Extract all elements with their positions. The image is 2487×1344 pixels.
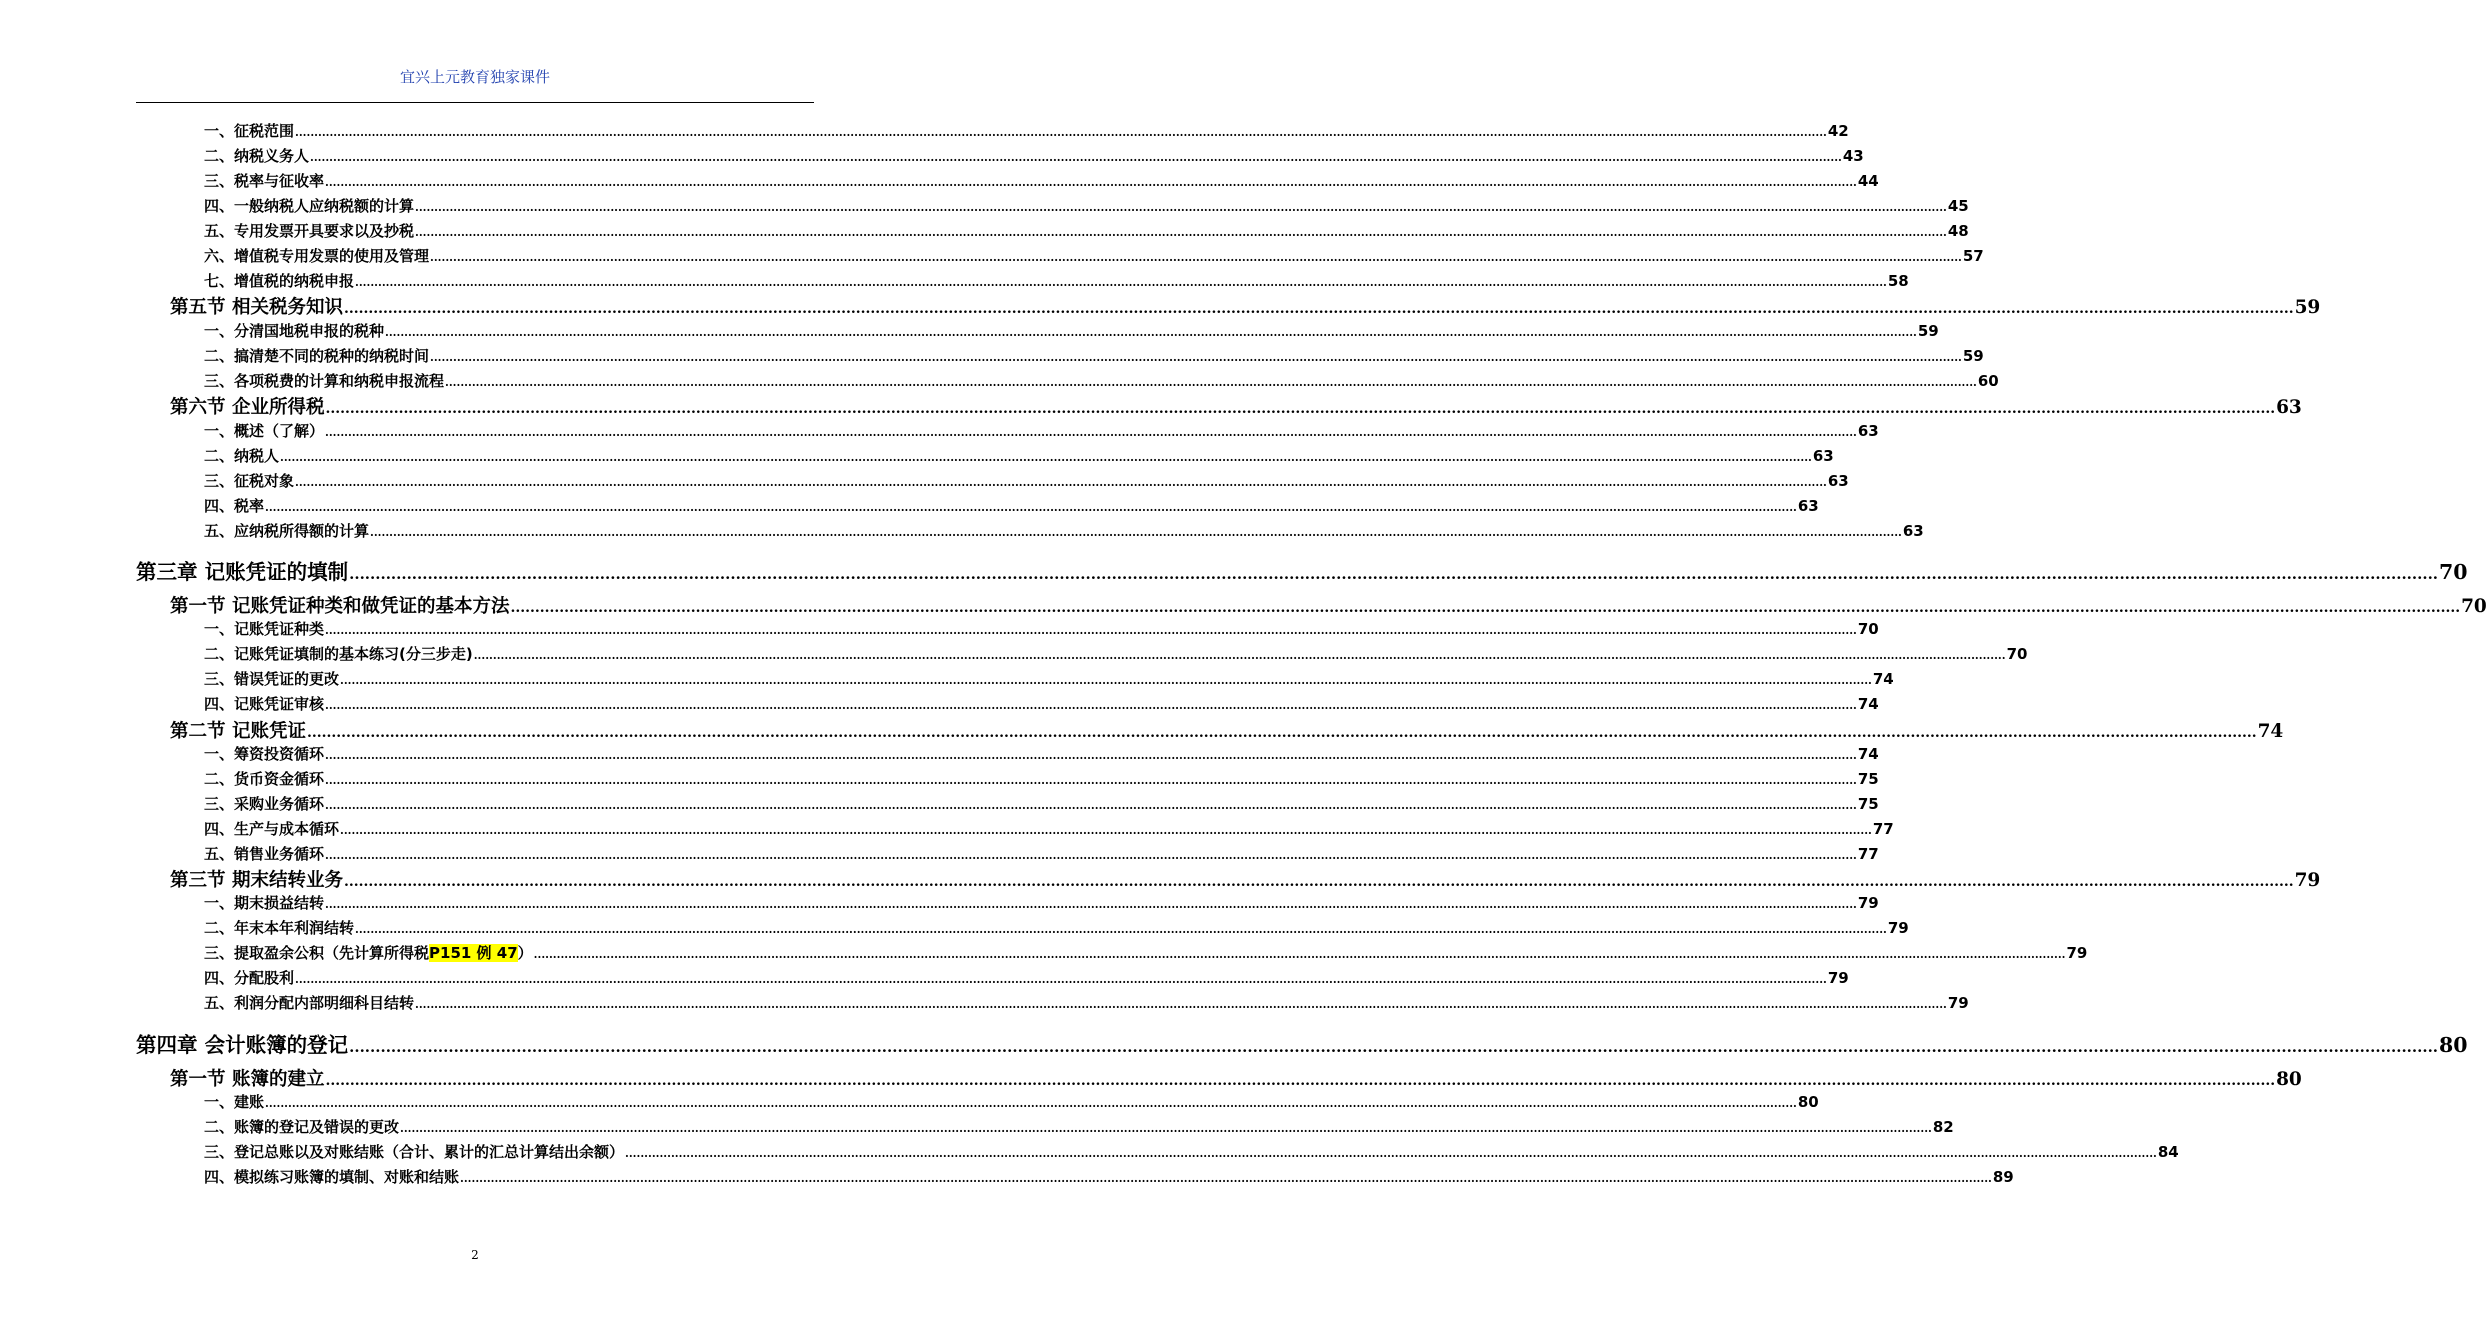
toc-entry-label: 六、增值税专用发票的使用及管理 — [204, 247, 430, 265]
dot-leader: ................................................................................................................................................................................................................................................................................................................................................................................................................ — [343, 874, 2294, 890]
dot-leader: ................................................................................................................................................................................................................................................................................................................................................................................................................ — [295, 476, 1827, 489]
toc-entry[interactable] — [204, 195, 1969, 216]
toc-entry-label: 二、搞清楚不同的税种的纳税时间 — [204, 347, 430, 365]
toc-entry-page: 77 — [1872, 820, 1894, 838]
toc-entry[interactable] — [204, 843, 1879, 864]
toc-entry-page: 42 — [1827, 122, 1849, 140]
toc-entry[interactable] — [204, 693, 1879, 714]
toc-entry[interactable] — [204, 743, 1879, 764]
highlighted-reference: P151 例 47 — [429, 944, 518, 962]
toc-entry-page: 74 — [1857, 695, 1879, 713]
toc-entry[interactable] — [136, 555, 2468, 585]
toc-entry[interactable] — [170, 293, 2321, 319]
toc-entry-label: 四、模拟练习账簿的填制、对账和结账 — [204, 1168, 460, 1186]
toc-entry-page: 80 — [1797, 1093, 1819, 1111]
toc-entry-page: 59 — [2294, 297, 2321, 318]
dot-leader: ................................................................................................................................................................................................................................................................................................................................................................................................................ — [325, 799, 1857, 812]
toc-entry[interactable] — [170, 393, 2302, 419]
toc-entry-label: 一、概述（了解） — [204, 422, 325, 440]
toc-entry-label: 第三章 记账凭证的填制 — [136, 560, 349, 584]
toc-entry-label: 一、期末损益结转 — [204, 894, 325, 912]
toc-entry-label: 三、错误凭证的更改 — [204, 670, 340, 688]
toc-entry-page: 79 — [1857, 894, 1879, 912]
toc-entry-label: 三、采购业务循环 — [204, 795, 325, 813]
dot-leader: ................................................................................................................................................................................................................................................................................................................................................................................................................ — [295, 973, 1827, 986]
toc-entry[interactable] — [204, 892, 1879, 913]
dot-leader: ................................................................................................................................................................................................................................................................................................................................................................................................................ — [310, 151, 1842, 164]
dot-leader: ................................................................................................................................................................................................................................................................................................................................................................................................................ — [445, 376, 1977, 389]
dot-leader: ................................................................................................................................................................................................................................................................................................................................................................................................................ — [355, 276, 1887, 289]
toc-entry-page: 82 — [1932, 1118, 1954, 1136]
toc-entry-page: 63 — [1902, 522, 1924, 540]
dot-leader: ................................................................................................................................................................................................................................................................................................................................................................................................................ — [280, 451, 1812, 464]
toc-entry-label: 第一节 账簿的建立 — [170, 1069, 325, 1090]
toc-entry-page: 79 — [2066, 944, 2088, 962]
toc-entry-page: 70 — [2461, 596, 2487, 617]
toc-entry-page: 63 — [1812, 447, 1834, 465]
toc-entry[interactable] — [204, 967, 1849, 988]
toc-entry-page: 80 — [2439, 1033, 2468, 1057]
dot-leader: ................................................................................................................................................................................................................................................................................................................................................................................................................ — [370, 526, 1902, 539]
toc-entry-label: 一、筹资投资循环 — [204, 745, 325, 763]
dot-leader: ................................................................................................................................................................................................................................................................................................................................................................................................................ — [325, 749, 1857, 762]
toc-entry-page: 70 — [2006, 645, 2028, 663]
dot-leader: ................................................................................................................................................................................................................................................................................................................................................................................................................ — [430, 251, 1962, 264]
toc-entry[interactable] — [204, 370, 1999, 391]
dot-leader: ................................................................................................................................................................................................................................................................................................................................................................................................................ — [415, 998, 1947, 1011]
toc-entry-label: 二、年末本年利润结转 — [204, 919, 355, 937]
toc-entry-label: 三、征税对象 — [204, 472, 295, 490]
toc-entry-page: 89 — [1992, 1168, 2014, 1186]
toc-entry-label: 五、专用发票开具要求以及抄税 — [204, 222, 415, 240]
toc-entry[interactable] — [204, 1166, 2014, 1187]
toc-entry-label: 一、记账凭证种类 — [204, 620, 325, 638]
dot-leader: ................................................................................................................................................................................................................................................................................................................................................................................................................ — [533, 948, 2066, 961]
toc-entry[interactable] — [204, 245, 1984, 266]
toc-entry-page: 79 — [2294, 870, 2321, 891]
toc-entry[interactable] — [204, 917, 1909, 938]
dot-leader: ................................................................................................................................................................................................................................................................................................................................................................................................................ — [625, 1147, 2157, 1160]
header-rule — [136, 102, 814, 103]
toc-entry-page: 75 — [1857, 770, 1879, 788]
toc-entry-label: 四、生产与成本循环 — [204, 820, 340, 838]
dot-leader: ................................................................................................................................................................................................................................................................................................................................................................................................................ — [349, 565, 2439, 583]
dot-leader: ................................................................................................................................................................................................................................................................................................................................................................................................................ — [343, 301, 2294, 317]
toc-entry-label: 三、提取盈余公积（先计算所得税P151 例 47） — [204, 944, 533, 962]
toc-entry[interactable] — [204, 818, 1894, 839]
toc-entry-page: 74 — [2257, 721, 2284, 742]
dot-leader: ................................................................................................................................................................................................................................................................................................................................................................................................................ — [473, 649, 2006, 662]
dot-leader: ................................................................................................................................................................................................................................................................................................................................................................................................................ — [355, 923, 1887, 936]
toc-entry-label: 第六节 企业所得税 — [170, 397, 325, 418]
toc-entry-page: 74 — [1872, 670, 1894, 688]
dot-leader: ................................................................................................................................................................................................................................................................................................................................................................................................................ — [415, 226, 1947, 239]
toc-entry[interactable] — [170, 866, 2321, 892]
toc-entry-page: 70 — [2439, 560, 2468, 584]
toc-entry-label: 四、税率 — [204, 497, 265, 515]
toc-entry[interactable] — [204, 220, 1969, 241]
toc-entry-page: 84 — [2157, 1143, 2179, 1161]
dot-leader: ................................................................................................................................................................................................................................................................................................................................................................................................................ — [325, 176, 1857, 189]
toc-entry-label: 二、账簿的登记及错误的更改 — [204, 1118, 400, 1136]
toc-entry[interactable] — [204, 495, 1819, 516]
toc-entry-label: 四、一般纳税人应纳税额的计算 — [204, 197, 415, 215]
toc-entry-label: 一、征税范围 — [204, 122, 295, 140]
toc-entry[interactable] — [204, 668, 1894, 689]
toc-entry[interactable] — [170, 717, 2284, 743]
toc-entry-page: 75 — [1857, 795, 1879, 813]
toc-entry-label: 三、各项税费的计算和纳税申报流程 — [204, 372, 445, 390]
toc-entry[interactable] — [204, 170, 1879, 191]
toc-entry-page: 80 — [2276, 1069, 2302, 1090]
toc-entry[interactable] — [204, 320, 1939, 341]
toc-entry-label: 五、应纳税所得额的计算 — [204, 522, 370, 540]
toc-entry[interactable] — [204, 420, 1879, 441]
toc-entry-label: 五、销售业务循环 — [204, 845, 325, 863]
dot-leader: ................................................................................................................................................................................................................................................................................................................................................................................................................ — [325, 1073, 2276, 1089]
toc-entry-label: 第五节 相关税务知识 — [170, 297, 343, 318]
dot-leader: ................................................................................................................................................................................................................................................................................................................................................................................................................ — [325, 849, 1857, 862]
dot-leader: ................................................................................................................................................................................................................................................................................................................................................................................................................ — [349, 1038, 2439, 1056]
dot-leader: ................................................................................................................................................................................................................................................................................................................................................................................................................ — [265, 501, 1797, 514]
toc-entry[interactable] — [204, 445, 1834, 466]
toc-entry[interactable] — [204, 1091, 1819, 1112]
dot-leader: ................................................................................................................................................................................................................................................................................................................................................................................................................ — [325, 401, 2276, 417]
toc-entry-page: 44 — [1857, 172, 1879, 190]
toc-entry-page: 77 — [1857, 845, 1879, 863]
dot-leader: ................................................................................................................................................................................................................................................................................................................................................................................................................ — [340, 674, 1872, 687]
dot-leader: ................................................................................................................................................................................................................................................................................................................................................................................................................ — [306, 725, 2257, 741]
toc-entry-label: 四、分配股利 — [204, 969, 295, 987]
dot-leader: ................................................................................................................................................................................................................................................................................................................................................................................................................ — [295, 126, 1827, 139]
toc-entry-page: 63 — [1827, 472, 1849, 490]
dot-leader: ................................................................................................................................................................................................................................................................................................................................................................................................................ — [385, 326, 1917, 339]
toc-entry-label: 五、利润分配内部明细科目结转 — [204, 994, 415, 1012]
dot-leader: ................................................................................................................................................................................................................................................................................................................................................................................................................ — [325, 699, 1857, 712]
page-header: 宜兴上元教育独家课件 — [399, 68, 550, 86]
dot-leader: ................................................................................................................................................................................................................................................................................................................................................................................................................ — [325, 774, 1857, 787]
toc-entry[interactable] — [204, 618, 1879, 639]
dot-leader: ................................................................................................................................................................................................................................................................................................................................................................................................................ — [340, 824, 1872, 837]
toc-entry[interactable] — [204, 1116, 1954, 1137]
dot-leader: ................................................................................................................................................................................................................................................................................................................................................................................................................ — [460, 1172, 1992, 1185]
toc-entry-label: 一、建账 — [204, 1093, 265, 1111]
dot-leader: ................................................................................................................................................................................................................................................................................................................................................................................................................ — [430, 351, 1962, 364]
toc-entry-label: 第三节 期末结转业务 — [170, 870, 343, 891]
dot-leader: ................................................................................................................................................................................................................................................................................................................................................................................................................ — [325, 898, 1857, 911]
toc-entry[interactable] — [204, 345, 1984, 366]
toc-entry-label: 第一节 记账凭证种类和做凭证的基本方法 — [170, 596, 510, 617]
toc-entry-page: 59 — [1917, 322, 1939, 340]
toc-entry[interactable] — [204, 120, 1849, 141]
toc-entry-label: 一、分清国地税申报的税种 — [204, 322, 385, 340]
toc-entry-label: 二、货币资金循环 — [204, 770, 325, 788]
toc-entry-page: 79 — [1887, 919, 1909, 937]
toc-entry-page: 43 — [1842, 147, 1864, 165]
toc-entry[interactable] — [204, 270, 1909, 291]
toc-entry-page: 57 — [1962, 247, 1984, 265]
toc-entry-label: 三、税率与征收率 — [204, 172, 325, 190]
toc-entry[interactable] — [136, 1028, 2468, 1058]
toc-entry-page: 58 — [1887, 272, 1909, 290]
toc-entry-label: 三、登记总账以及对账结账（合计、累计的汇总计算结出余额） — [204, 1143, 625, 1161]
dot-leader: ................................................................................................................................................................................................................................................................................................................................................................................................................ — [400, 1122, 1932, 1135]
toc-entry[interactable] — [204, 520, 1924, 541]
dot-leader: ................................................................................................................................................................................................................................................................................................................................................................................................................ — [415, 201, 1947, 214]
toc-entry-page: 74 — [1857, 745, 1879, 763]
toc-entry-page: 70 — [1857, 620, 1879, 638]
toc-entry-label: 七、增值税的纳税申报 — [204, 272, 355, 290]
toc-entry-page: 48 — [1947, 222, 1969, 240]
toc-entry-page: 59 — [1962, 347, 1984, 365]
toc-entry-page: 63 — [1797, 497, 1819, 515]
toc-entry[interactable] — [204, 643, 2028, 664]
toc-entry-label: 二、纳税义务人 — [204, 147, 310, 165]
toc-entry[interactable] — [204, 1141, 2179, 1162]
toc-entry-page: 63 — [1857, 422, 1879, 440]
toc-entry-page: 79 — [1947, 994, 1969, 1012]
toc-entry-label: 二、记账凭证填制的基本练习(分三步走) — [204, 645, 473, 663]
toc-entry-label: 四、记账凭证审核 — [204, 695, 325, 713]
dot-leader: ................................................................................................................................................................................................................................................................................................................................................................................................................ — [325, 624, 1857, 637]
dot-leader: ................................................................................................................................................................................................................................................................................................................................................................................................................ — [325, 426, 1857, 439]
toc-entry[interactable] — [204, 793, 1879, 814]
toc-entry[interactable] — [204, 768, 1879, 789]
toc-entry-label: 第二节 记账凭证 — [170, 721, 306, 742]
toc-entry[interactable] — [204, 145, 1864, 166]
toc-entry[interactable] — [204, 942, 2088, 963]
toc-entry[interactable] — [170, 592, 2487, 618]
dot-leader: ................................................................................................................................................................................................................................................................................................................................................................................................................ — [265, 1097, 1797, 1110]
toc-entry-page: 60 — [1977, 372, 1999, 390]
toc-entry[interactable] — [204, 470, 1849, 491]
dot-leader: ................................................................................................................................................................................................................................................................................................................................................................................................................ — [510, 600, 2461, 616]
toc-entry-label: 第四章 会计账簿的登记 — [136, 1033, 349, 1057]
toc-entry[interactable] — [170, 1065, 2302, 1091]
toc-entry-page: 79 — [1827, 969, 1849, 987]
toc-entry-page: 63 — [2276, 397, 2302, 418]
toc-entry-label: 二、纳税人 — [204, 447, 280, 465]
toc-entry[interactable] — [204, 992, 1969, 1013]
toc-entry-page: 45 — [1947, 197, 1969, 215]
page-number: 2 — [471, 1248, 479, 1262]
